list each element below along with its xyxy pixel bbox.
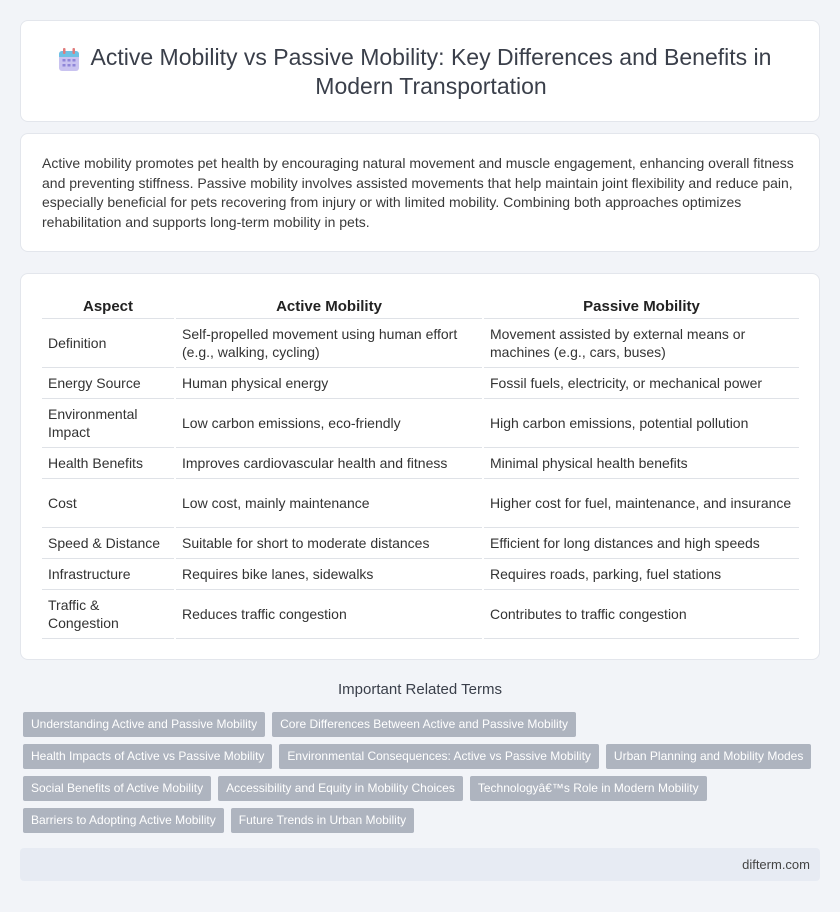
tag-row — [23, 808, 823, 833]
cell-aspect: Traffic & Congestion — [42, 589, 175, 638]
footer-site-link[interactable]: difterm.com — [742, 857, 810, 872]
related-terms-list — [23, 712, 823, 840]
cell-active: Self-propelled movement using human effort (e.g., walking, cycling) — [175, 318, 483, 367]
header-aspect: Aspect — [42, 296, 175, 318]
related-term-tag[interactable]: Health Impacts of Active vs Passive Mobility — [23, 744, 272, 769]
cell-aspect: Cost — [42, 478, 175, 527]
cell-passive: High carbon emissions, potential pollution — [483, 398, 799, 447]
related-term-tag[interactable]: Understanding Active and Passive Mobility — [23, 712, 265, 737]
cell-active: Human physical energy — [175, 367, 483, 398]
cell-passive: Efficient for long distances and high speeds — [483, 527, 799, 558]
related-term-tag[interactable]: Core Differences Between Active and Passive Mobility — [272, 712, 576, 737]
related-term-tag[interactable]: Urban Planning and Mobility Modes — [606, 744, 811, 769]
table-row — [42, 398, 799, 447]
cell-active: Suitable for short to moderate distances — [175, 527, 483, 558]
cell-aspect: Energy Source — [42, 367, 175, 398]
cell-aspect: Speed & Distance — [42, 527, 175, 558]
header-passive: Passive Mobility — [483, 296, 799, 318]
cell-passive: Movement assisted by external means or machines (e.g., cars, buses) — [483, 318, 799, 367]
cell-passive: Higher cost for fuel, maintenance, and insurance — [483, 478, 799, 527]
related-terms-title: Important Related Terms — [338, 681, 502, 698]
related-term-tag[interactable]: Technologyâ€™s Role in Modern Mobility — [470, 776, 707, 801]
tag-row — [23, 712, 823, 737]
cell-aspect: Health Benefits — [42, 447, 175, 478]
table-row — [42, 367, 799, 398]
tag-row — [23, 776, 823, 801]
cell-active: Improves cardiovascular health and fitness — [175, 447, 483, 478]
header-card — [20, 20, 820, 122]
cell-passive: Contributes to traffic congestion — [483, 589, 799, 638]
table-row — [42, 318, 799, 367]
related-term-tag[interactable]: Accessibility and Equity in Mobility Choices — [218, 776, 463, 801]
comparison-table — [42, 296, 799, 639]
cell-active: Reduces traffic congestion — [175, 589, 483, 638]
summary-card — [20, 133, 820, 252]
cell-active: Requires bike lanes, sidewalks — [175, 558, 483, 589]
cell-passive: Minimal physical health benefits — [483, 447, 799, 478]
tag-row — [23, 744, 823, 769]
related-term-tag[interactable]: Environmental Consequences: Active vs Passive Mobility — [279, 744, 598, 769]
table-row — [42, 527, 799, 558]
page-title: Active Mobility vs Passive Mobility: Key Differences and Benefits in Modern Transportation — [90, 44, 772, 99]
cell-passive: Fossil fuels, electricity, or mechanical power — [483, 367, 799, 398]
comparison-card — [20, 273, 820, 660]
related-term-tag[interactable]: Barriers to Adopting Active Mobility — [23, 808, 224, 833]
cell-active: Low cost, mainly maintenance — [175, 478, 483, 527]
table-header-row — [42, 296, 799, 318]
cell-aspect: Definition — [42, 318, 175, 367]
cell-aspect: Environmental Impact — [42, 398, 175, 447]
related-term-tag[interactable]: Future Trends in Urban Mobility — [231, 808, 414, 833]
table-row — [42, 558, 799, 589]
table-row — [42, 478, 799, 527]
table-row — [42, 447, 799, 478]
table-row — [42, 589, 799, 638]
header-active: Active Mobility — [175, 296, 483, 318]
cell-active: Low carbon emissions, eco-friendly — [175, 398, 483, 447]
footer — [20, 848, 820, 881]
cell-aspect: Infrastructure — [42, 558, 175, 589]
summary-text: Active mobility promotes pet health by encouraging natural movement and muscle engagement, enhancing overall fitness and preventing stiffness. Passive mobility involves assisted movements that help maintain joint flexibility and reduce pain, especially beneficial for pets recovering from injury or with limited mobility. Combining both approaches optimizes rehabilitation and supports long-term mobility in pets. — [42, 155, 794, 230]
cell-passive: Requires roads, parking, fuel stations — [483, 558, 799, 589]
related-term-tag[interactable]: Social Benefits of Active Mobility — [23, 776, 211, 801]
